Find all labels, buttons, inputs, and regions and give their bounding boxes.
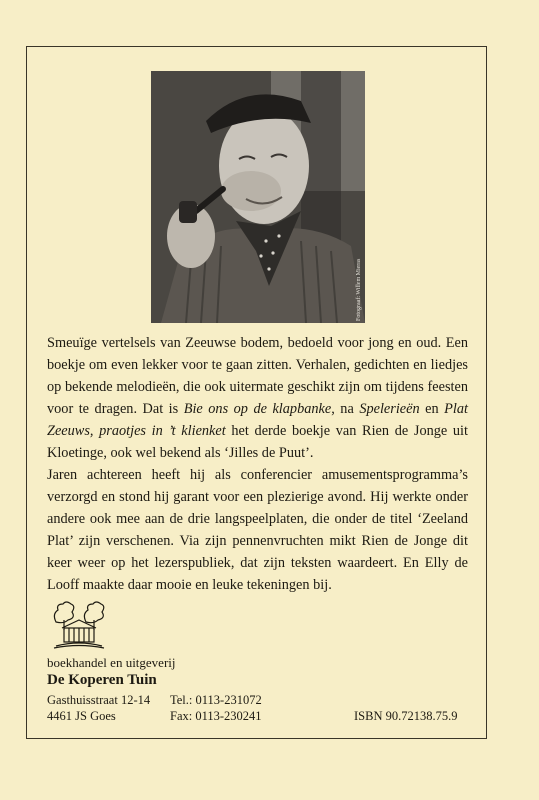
publisher-tagline: boekhandel en uitgeverij: [47, 655, 176, 670]
title-spelerieen: Spelerieën: [359, 401, 420, 417]
author-photo: [151, 71, 365, 323]
publisher-tel: Tel.: 0113-231072: [170, 693, 262, 707]
blurb-paragraph-2: Jaren achtereen heeft hij als conferencier amusementsprogramma’s verzorgd en stond hij garant voor een plezierige avond. Hij werkte onder andere ook mee aan de drie langspeelplaten, die onder de titel ‘Zeeland Plat’ zijn verschenen. Via zijn pennenvruchten mikt Rien de Jonge dit keer weer op het lezerspubliek, dat zijn teksten waardeert. En Elly de Looff maakte daar mooie en leuke tekeningen bij.: [47, 467, 468, 593]
publisher-city: 4461 JS Goes: [47, 709, 116, 723]
back-cover-blurb: [47, 332, 468, 596]
author-portrait: [151, 71, 365, 323]
title-plat-zeeuws: Plat Zeeuws, praotjes in ’t klienket: [47, 401, 468, 439]
photo-credit: Fotograaf: Willem Mieras: [356, 258, 362, 321]
isbn: ISBN 90.72138.75.9: [354, 709, 458, 723]
koperen-tuin-logo-icon: [50, 600, 108, 650]
publisher-name: De Koperen Tuin: [47, 672, 157, 688]
title-bie-ons-op-de-klapbanke: Bie ons op de klapbanke: [183, 401, 332, 417]
publisher-fax: Fax: 0113-230241: [170, 709, 262, 723]
publisher-street: Gasthuisstraat 12-14: [47, 693, 151, 707]
blurb-paragraph-1: Smeuïge vertelsels van Zeeuwse bodem, bedoeld voor jong en oud. Een boekje om even lekker voor te gaan zitten. Verhalen, gedichten en liedjes op bekende melodieën, die ook uitermate geschikt zijn om tijdens feesten voor te dragen. Dat is Bie ons op de klapbanke, na Spelerieën en Plat Zeeuws, praotjes in ’t klienket het derde boekje van Rien de Jonge uit Kloetinge, ook wel bekend als ‘Jilles de Puut’.: [47, 335, 468, 461]
